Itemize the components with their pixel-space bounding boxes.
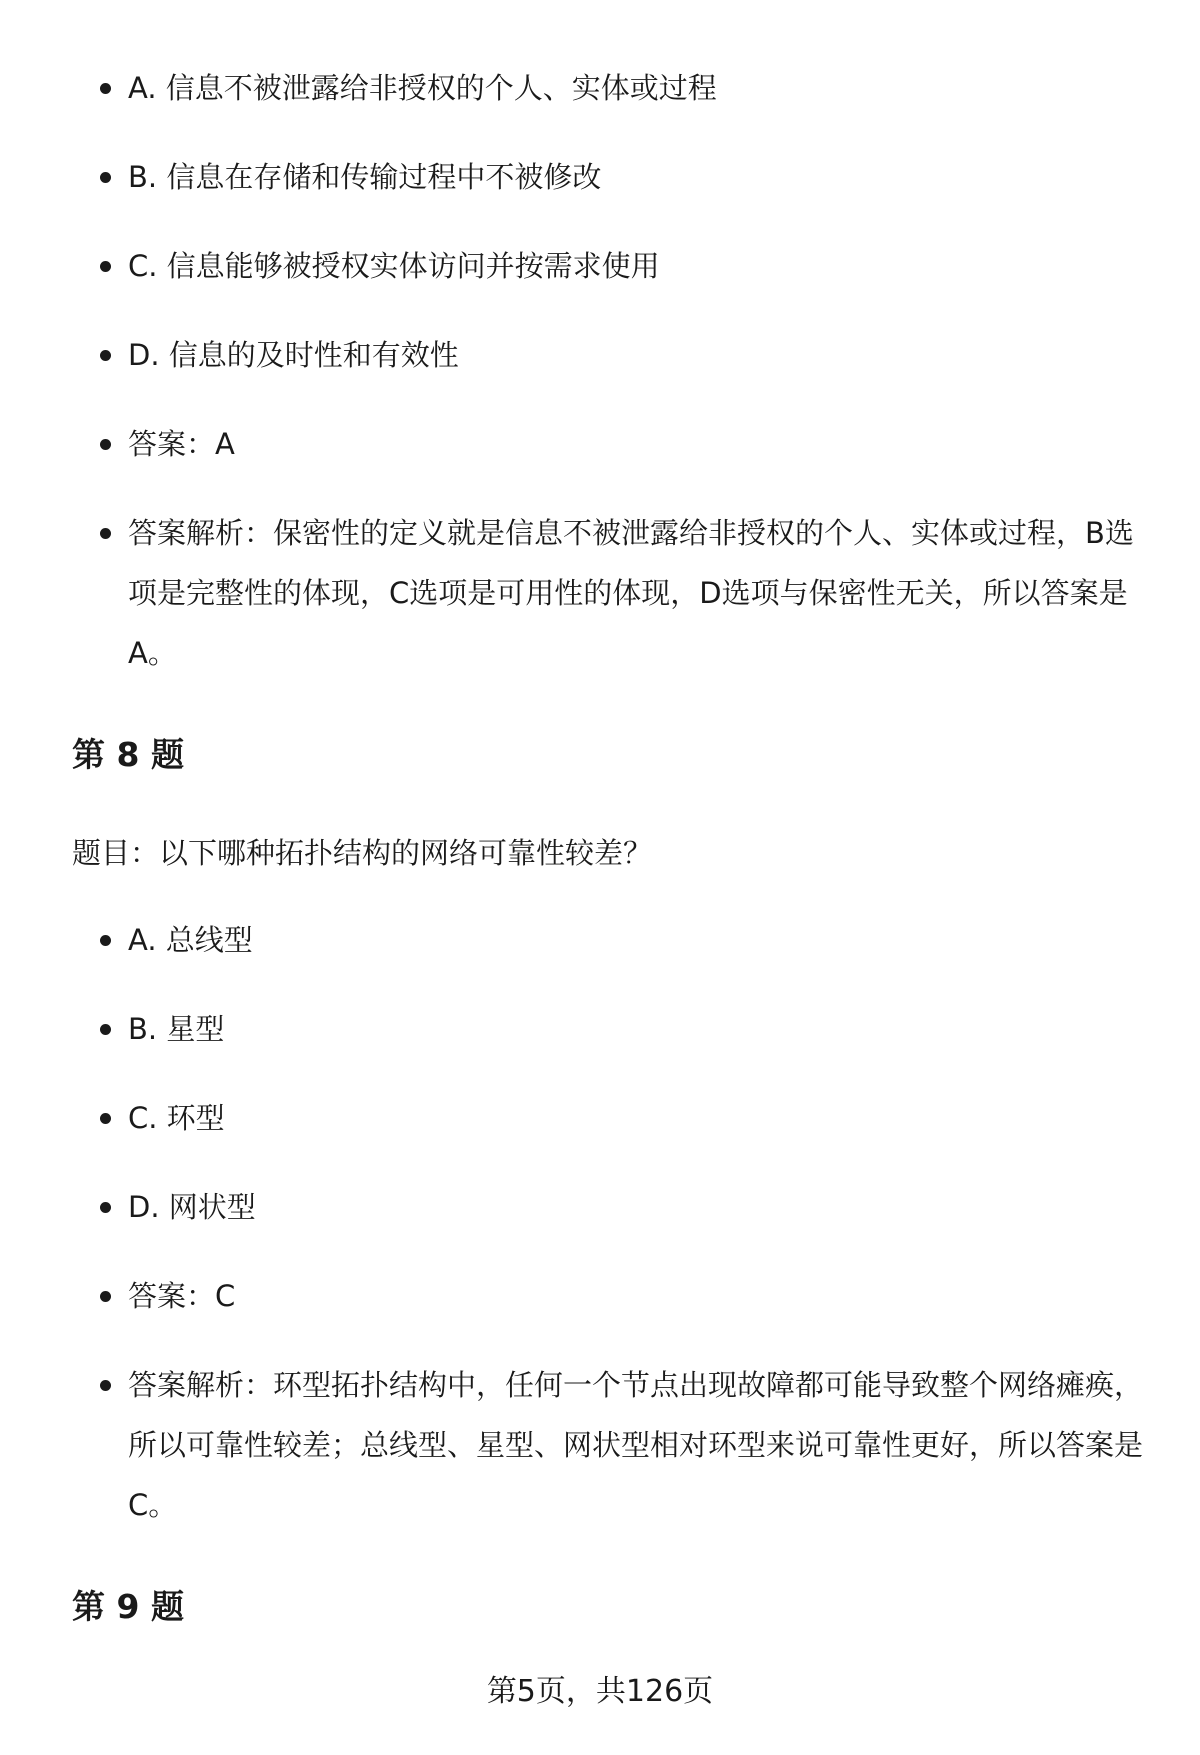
bullet-icon [100, 1113, 111, 1124]
option-item [128, 1177, 1158, 1237]
option-text: D. 信息的及时性和有效性 [128, 338, 459, 372]
question-8-text: 题目：以下哪种拓扑结构的网络可靠性较差？ [72, 836, 653, 870]
option-item [128, 236, 1158, 296]
answer-item [128, 414, 1158, 474]
bullet-icon [100, 261, 111, 272]
analysis-item [128, 1355, 1158, 1535]
answer-text: 答案：C [128, 1279, 236, 1313]
bullet-icon [100, 439, 111, 450]
analysis-text: 答案解析：环型拓扑结构中，任何一个节点出现故障都可能导致整个网络瘫痪，所以可靠性较差；总线型、星型、网状型相对环型来说可靠性更好，所以答案是C。 [128, 1368, 1144, 1522]
bullet-icon [100, 1202, 111, 1213]
question-8-heading: 第 8 题 [72, 735, 184, 774]
bullet-icon [100, 528, 111, 539]
analysis-text: 答案解析：保密性的定义就是信息不被泄露给非授权的个人、实体或过程，B选项是完整性的体现，C选项是可用性的体现，D选项与保密性无关，所以答案是A。 [128, 516, 1134, 670]
option-text: B. 信息在存储和传输过程中不被修改 [128, 160, 602, 194]
bullet-icon [100, 935, 111, 946]
option-item [128, 999, 1158, 1059]
option-item [128, 147, 1158, 207]
option-text: B. 星型 [128, 1012, 225, 1046]
bullet-icon [100, 1024, 111, 1035]
option-text: D. 网状型 [128, 1190, 256, 1224]
answer-text: 答案：A [128, 427, 235, 461]
bullet-icon [100, 350, 111, 361]
option-text: C. 信息能够被授权实体访问并按需求使用 [128, 249, 660, 283]
bullet-icon [100, 1291, 111, 1302]
question-9-heading: 第 9 题 [72, 1587, 184, 1626]
bullet-icon [100, 1380, 111, 1391]
bullet-icon [100, 83, 111, 94]
analysis-item [128, 503, 1158, 683]
bullet-icon [100, 172, 111, 183]
option-item [128, 1088, 1158, 1148]
page-number: 第5页，共126页 [486, 1674, 714, 1709]
option-item [128, 910, 1158, 970]
option-item [128, 58, 1158, 118]
option-item [128, 325, 1158, 385]
answer-item [128, 1266, 1158, 1326]
option-text: C. 环型 [128, 1101, 225, 1135]
option-text: A. 总线型 [128, 923, 253, 957]
option-text: A. 信息不被泄露给非授权的个人、实体或过程 [128, 71, 717, 105]
